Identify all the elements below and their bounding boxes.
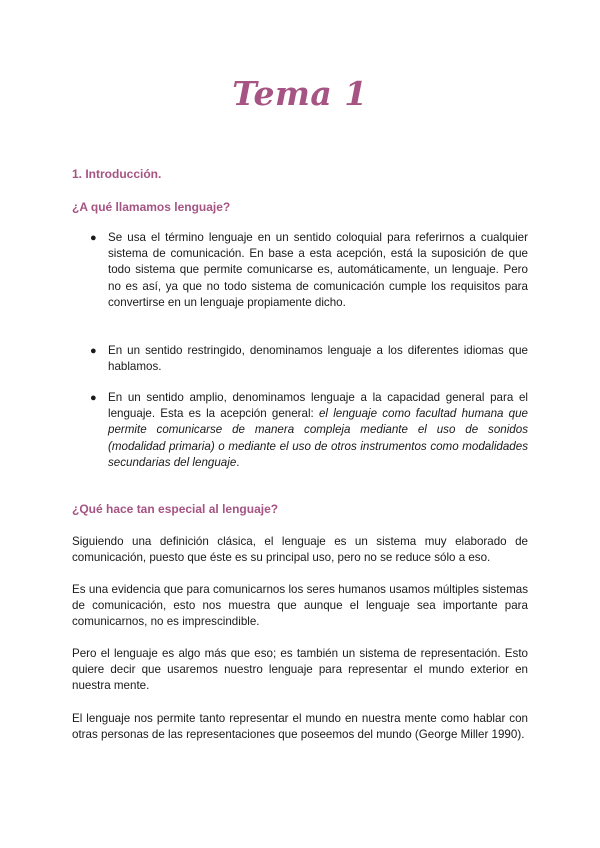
list-item-text-intro: En un sentido amplio, denominamos lenguaje a la capacidad general para el lenguaje. Esta es la acepción general: xyxy=(108,391,528,421)
list-item xyxy=(72,343,528,375)
list-item-text-end: . xyxy=(236,455,240,469)
list-item-text: Se usa el término lenguaje en un sentido coloquial para referirnos a cualquier sistema de comunicación. En base a esta acepción, está la suposición de que todo sistema que permite comunicarse es, automáticamente, un lenguaje. Pero no es así, ya que no todo sistema de comunicación cumple los requisitos para convertirse en un lenguaje propiamente dicho. xyxy=(108,231,528,309)
paragraph: Es una evidencia que para comunicarnos los seres humanos usamos múltiples sistemas de comunicación, esto nos muestra que aunque el lenguaje sea importante para comunicarnos, no es imprescindible. xyxy=(72,583,528,629)
subheading-que-llamamos-lenguaje: ¿A qué llamamos lenguaje? xyxy=(72,200,231,214)
bullet-icon: ● xyxy=(90,392,97,404)
list-item-text: En un sentido restringido, denominamos lenguaje a los diferentes idiomas que hablamos. xyxy=(108,344,528,374)
subheading-especial-lenguaje: ¿Qué hace tan especial al lenguaje? xyxy=(72,502,279,516)
bullet-icon: ● xyxy=(90,232,97,244)
paragraph: El lenguaje nos permite tanto representar el mundo en nuestra mente como hablar con otras personas de las representaciones que poseemos del mundo (George Miller 1990). xyxy=(72,712,528,742)
list-item-text-italic: el lenguaje como facultad humana que permite comunicarse de manera compleja mediante el uso de sonidos (modalidad primaria) o mediante el uso de otros instrumentos como modalidades secundarias del lenguaje xyxy=(108,407,528,469)
page-title: Tema 1 xyxy=(232,74,368,113)
list-item-text xyxy=(108,390,528,471)
list-item xyxy=(72,230,528,311)
list-item xyxy=(72,390,528,471)
paragraph: Pero el lenguaje es algo más que eso; es también un sistema de representación. Esto quiere decir que usaremos nuestro lenguaje para representar el mundo exterior en nuestra mente. xyxy=(72,647,528,693)
paragraph: Siguiendo una definición clásica, el lenguaje es un sistema muy elaborado de comunicación, puesto que éste es su principal uso, pero no se reduce sólo a eso. xyxy=(72,535,528,565)
section-heading: 1. Introducción. xyxy=(72,167,162,181)
bullet-icon: ● xyxy=(90,345,97,357)
